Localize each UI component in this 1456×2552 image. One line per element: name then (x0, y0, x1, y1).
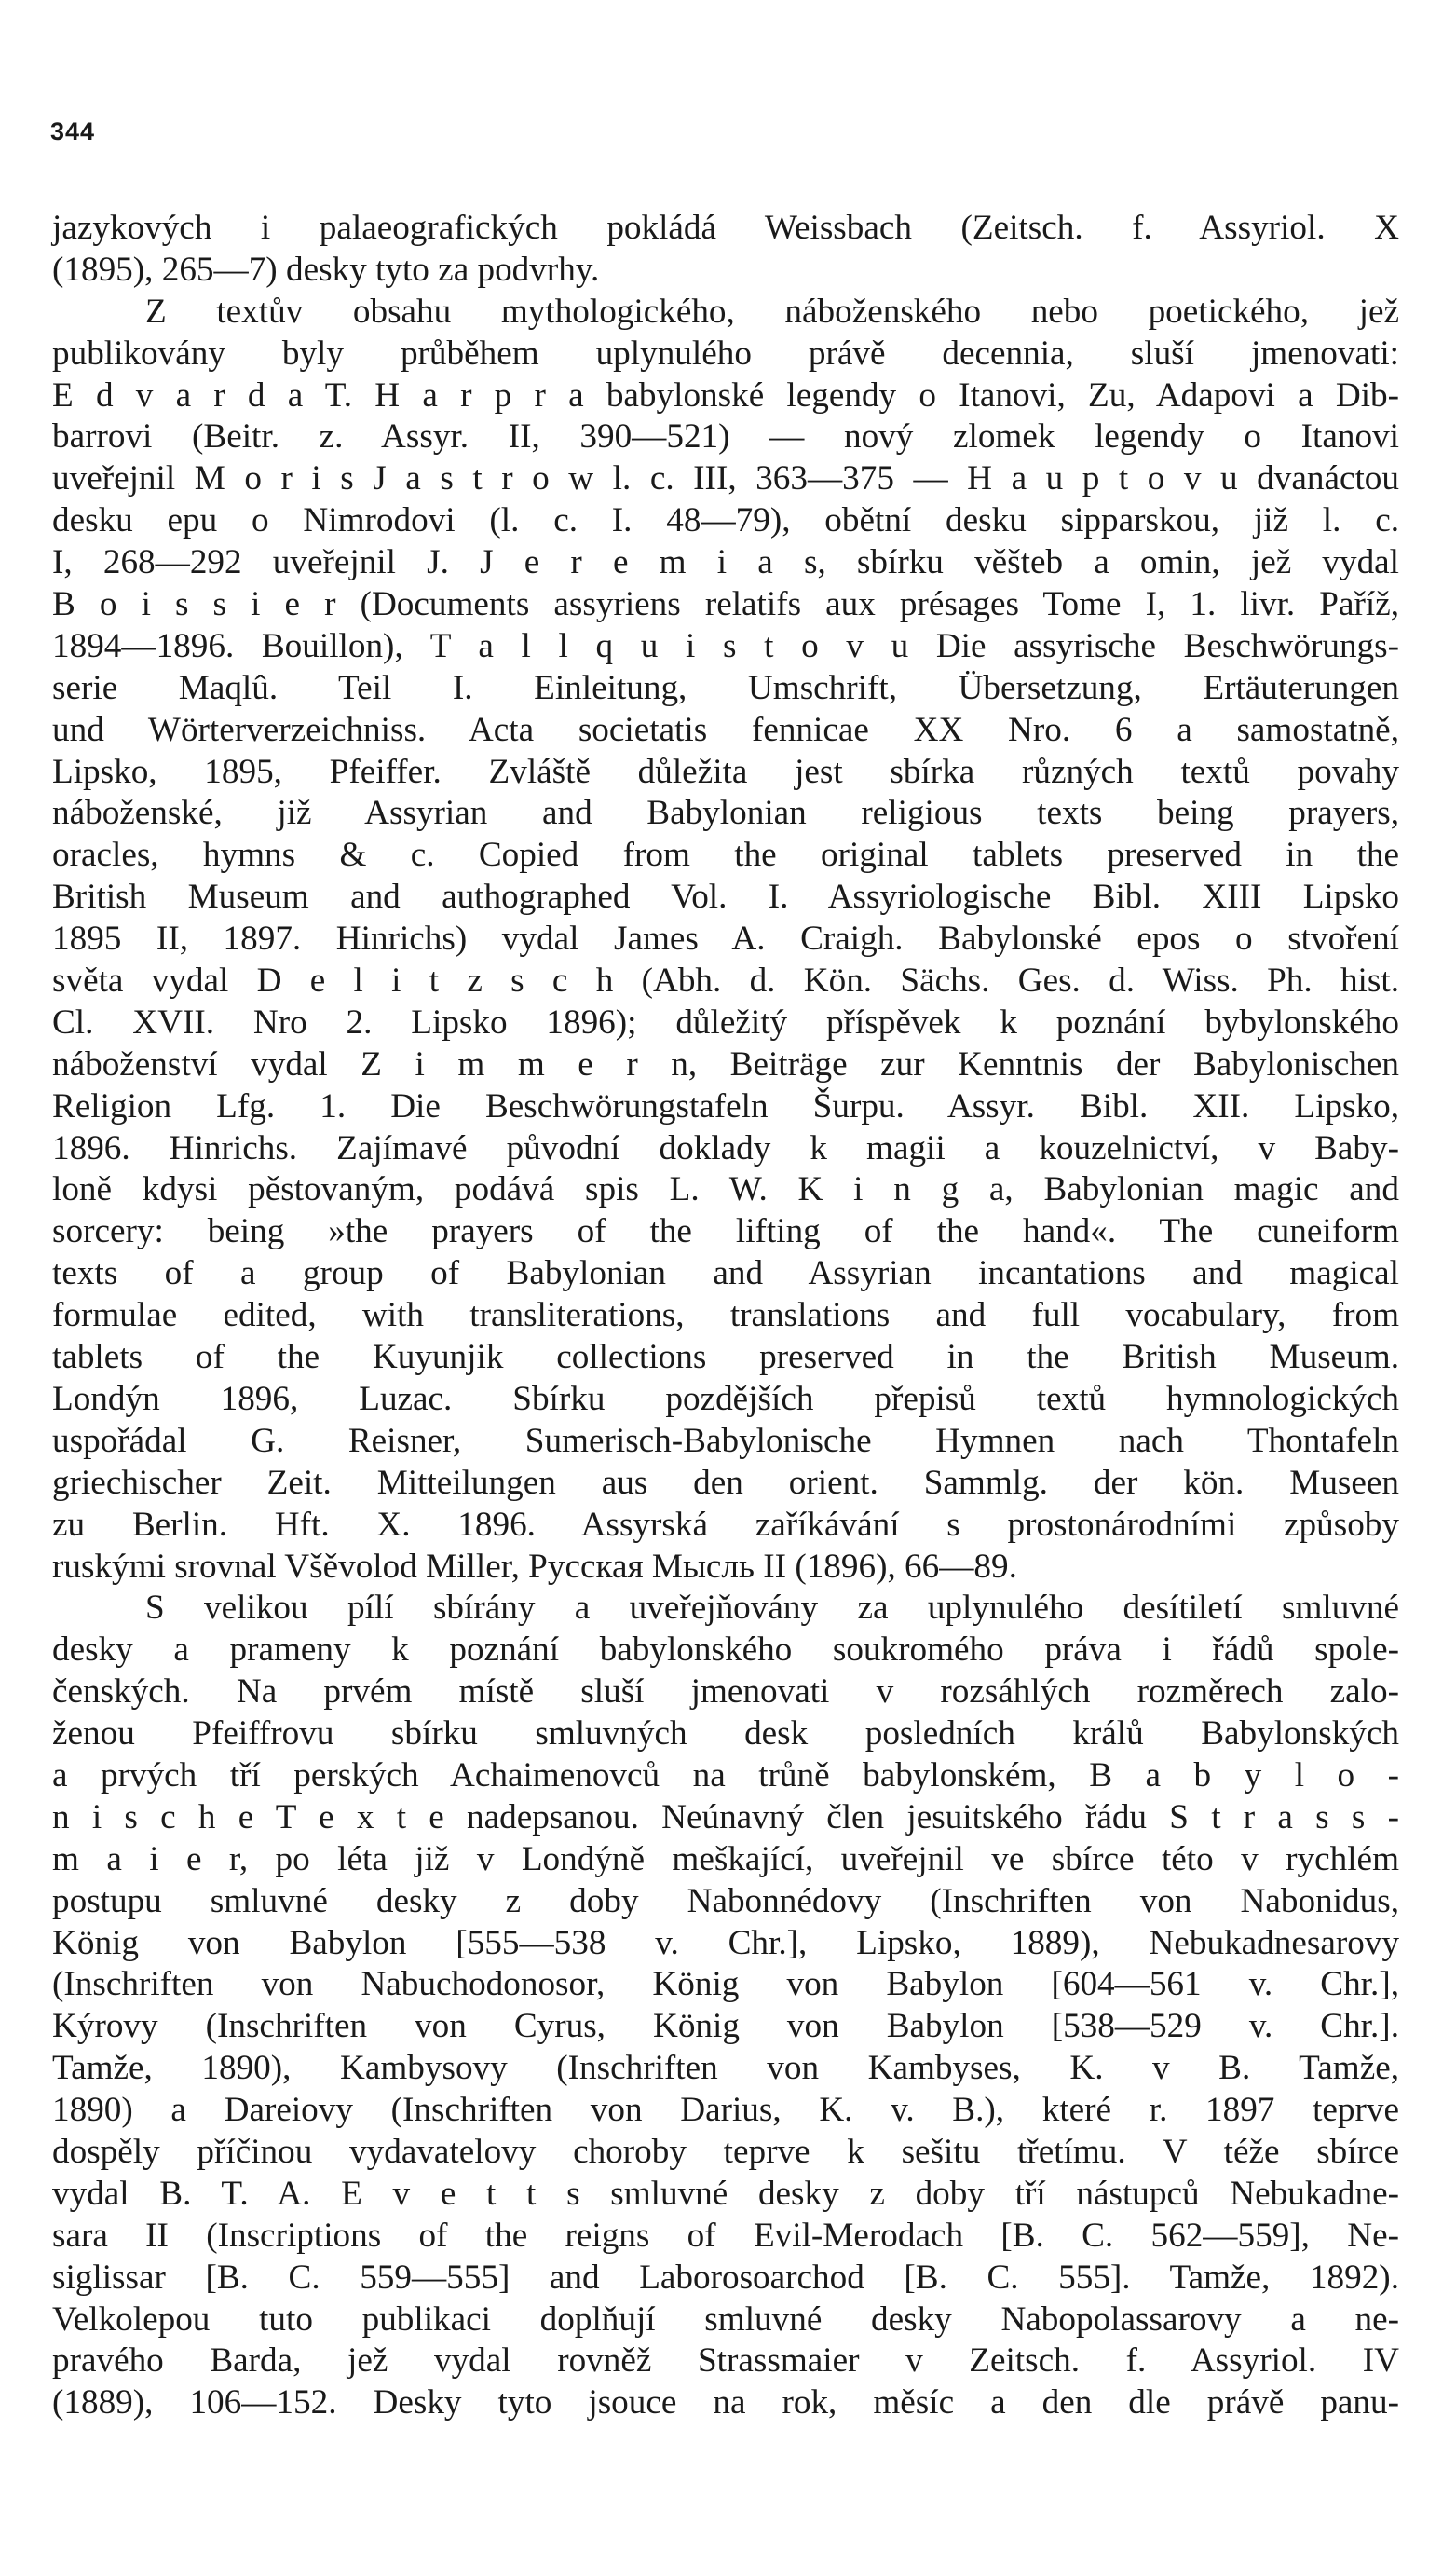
text-line: dospěly příčinou vydavatelovy choroby teprve k sešitu třetímu. V téže sbírce (52, 2132, 1399, 2171)
text-line: a prvých tří perských Achaimenovců na trůně babylonském, B a b y l o - (52, 1755, 1399, 1795)
text-line: E d v a r d a T. H a r p r a babylonské legendy o Itanovi, Zu, Adapovi a Dib- (52, 375, 1399, 415)
text-line: vydal B. T. A. E v e t t s smluvné desky z doby tří nástupců Nebukadne- (52, 2174, 1399, 2213)
text-line: pravého Barda, jež vydal rovněž Strassmaier v Zeitsch. f. Assyriol. IV (52, 2341, 1399, 2381)
text-line: 1896. Hinrichs. Zajímavé původní doklady k magii a kouzelnictví, v Baby- (52, 1128, 1399, 1167)
text-line: serie Maqlû. Teil I. Einleitung, Umschrift, Übersetzung, Ertäuterungen (52, 668, 1399, 707)
text-line: čenských. Na prvém místě sluší jmenovati v rozsáhlých rozměrech zalo- (52, 1672, 1399, 1712)
text-line: Velkolepou tuto publikaci doplňují smluvné desky Nabopolassarovy a ne- (52, 2300, 1399, 2339)
body-text (52, 208, 1399, 2424)
text-line: světa vydal D e l i t z s c h (Abh. d. Kön. Sächs. Ges. d. Wiss. Ph. hist. (52, 962, 1399, 1001)
text-line: n i s c h e T e x t e nadepsanou. Neúnavný člen jesuitského řádu S t r a s s - (52, 1797, 1399, 1836)
text-line: m a i e r, po léta již v Londýně meškající, uveřejnil ve sbírce této v rychlém (52, 1839, 1399, 1878)
text-line: texts of a group of Babylonian and Assyrian incantations and magical (52, 1254, 1399, 1293)
text-line: British Museum and authographed Vol. I. Assyriologische Bibl. XIII Lipsko (52, 878, 1399, 917)
text-line: sorcery: being »the prayers of the lifting of the hand«. The cuneiform (52, 1212, 1399, 1251)
text-line: sara II (Inscriptions of the reigns of Evil-Merodach [B. C. 562—559], Ne- (52, 2216, 1399, 2255)
text-line: und Wörterverzeichniss. Acta societatis fennicae XX Nro. 6 a samostatně, (52, 710, 1399, 749)
text-line: S velikou pílí sbírány a uveřejňovány za uplynulého desítiletí smluvné (145, 1589, 1399, 1628)
text-line: Cl. XVII. Nro 2. Lipsko 1896); důležitý příspěvek k poznání bybylonského (52, 1003, 1399, 1042)
text-line: 1895 II, 1897. Hinrichs) vydal James A. Craigh. Babylonské epos o stvoření (52, 920, 1399, 959)
text-line: 1890) a Dareiovy (Inschriften von Darius, K. v. B.), které r. 1897 teprve (52, 2091, 1399, 2130)
text-line: König von Babylon [555—538 v. Chr.], Lipsko, 1889), Nebukadnesarovy (52, 1923, 1399, 1962)
text-line: barrovi (Beitr. z. Assyr. II, 390—521) — nový zlomek legendy o Itanovi (52, 417, 1399, 457)
text-line: Religion Lfg. 1. Die Beschwörungstafeln Šurpu. Assyr. Bibl. XII. Lipsko, (52, 1086, 1399, 1126)
text-line: Lipsko, 1895, Pfeiffer. Zvláště důležita jest sbírka různých textů povahy (52, 752, 1399, 791)
text-line: Tamže, 1890), Kambysovy (Inschriften von Kambyses, K. v B. Tamže, (52, 2049, 1399, 2088)
text-line: uspořádal G. Reisner, Sumerisch-Babylonische Hymnen nach Thontafeln (52, 1421, 1399, 1460)
text-line: siglissar [B. C. 559—555] and Laborosoarchod [B. C. 555]. Tamže, 1892). (52, 2258, 1399, 2297)
text-line: ruskými srovnal Všěvolod Miller, Русская Мысль II (1896), 66—89. (52, 1547, 1017, 1586)
text-line: Kýrovy (Inschriften von Cyrus, König von Babylon [538—529 v. Chr.]. (52, 2007, 1399, 2046)
text-line: náboženské, již Assyrian and Babylonian religious texts being prayers, (52, 794, 1399, 833)
text-line: uveřejnil M o r i s J a s t r o w l. c. III, 363—375 — H a u p t o v u dvanáctou (52, 459, 1399, 498)
text-line: zu Berlin. Hft. X. 1896. Assyrská zaříkávání s prostonárodními způsoby (52, 1505, 1399, 1544)
text-line: postupu smluvné desky z doby Nabonnédovy (Inschriften von Nabonidus, (52, 1881, 1399, 1920)
text-line: formulae edited, with transliterations, translations and full vocabulary, from (52, 1296, 1399, 1335)
text-line: (Inschriften von Nabuchodonosor, König von Babylon [604—561 v. Chr.], (52, 1965, 1399, 2004)
text-line: (1889), 106—152. Desky tyto jsouce na rok, měsíc a den dle právě panu- (52, 2383, 1399, 2422)
text-line: Z textův obsahu mythologického, náboženského nebo poetického, jež (145, 292, 1399, 331)
text-line: tablets of the Kuyunjik collections preserved in the British Museum. (52, 1338, 1399, 1377)
text-line: I, 268—292 uveřejnil J. J e r e m i a s, sbírku věšteb a omin, jež vydal (52, 543, 1399, 582)
text-line: 1894—1896. Bouillon), T a l l q u i s t o v u Die assyrische Beschwörungs- (52, 626, 1399, 665)
text-line: B o i s s i e r (Documents assyriens relatifs aux présages Tome I, 1. livr. Paříž, (52, 585, 1399, 624)
text-line: náboženství vydal Z i m m e r n, Beiträge zur Kenntnis der Babylonischen (52, 1044, 1399, 1084)
text-line: oracles, hymns & c. Copied from the original tablets preserved in the (52, 836, 1399, 875)
text-line: ženou Pfeiffrovu sbírku smluvných desk posledních králů Babylonských (52, 1714, 1399, 1754)
text-line: Londýn 1896, Luzac. Sbírku pozdějších přepisů textů hymnologických (52, 1379, 1399, 1418)
text-line: jazykových i palaeografických pokládá Weissbach (Zeitsch. f. Assyriol. X (52, 209, 1399, 247)
text-line: (1895), 265—7) desky tyto za podvrhy. (52, 250, 600, 289)
text-line: publikovány byly průběhem uplynulého právě decennia, sluší jmenovati: (52, 334, 1399, 373)
text-line: loně kdysi pěstovaným, podává spis L. W. K i n g a, Babylonian magic and (52, 1170, 1399, 1209)
text-line: desku epu o Nimrodovi (l. c. I. 48—79), obětní desku sipparskou, již l. c. (52, 501, 1399, 540)
text-line: griechischer Zeit. Mitteilungen aus den orient. Sammlg. der kön. Museen (52, 1463, 1399, 1502)
page-number: 344 (50, 117, 96, 145)
text-line: desky a prameny k poznání babylonského soukromého práva i řádů spole- (52, 1631, 1399, 1670)
